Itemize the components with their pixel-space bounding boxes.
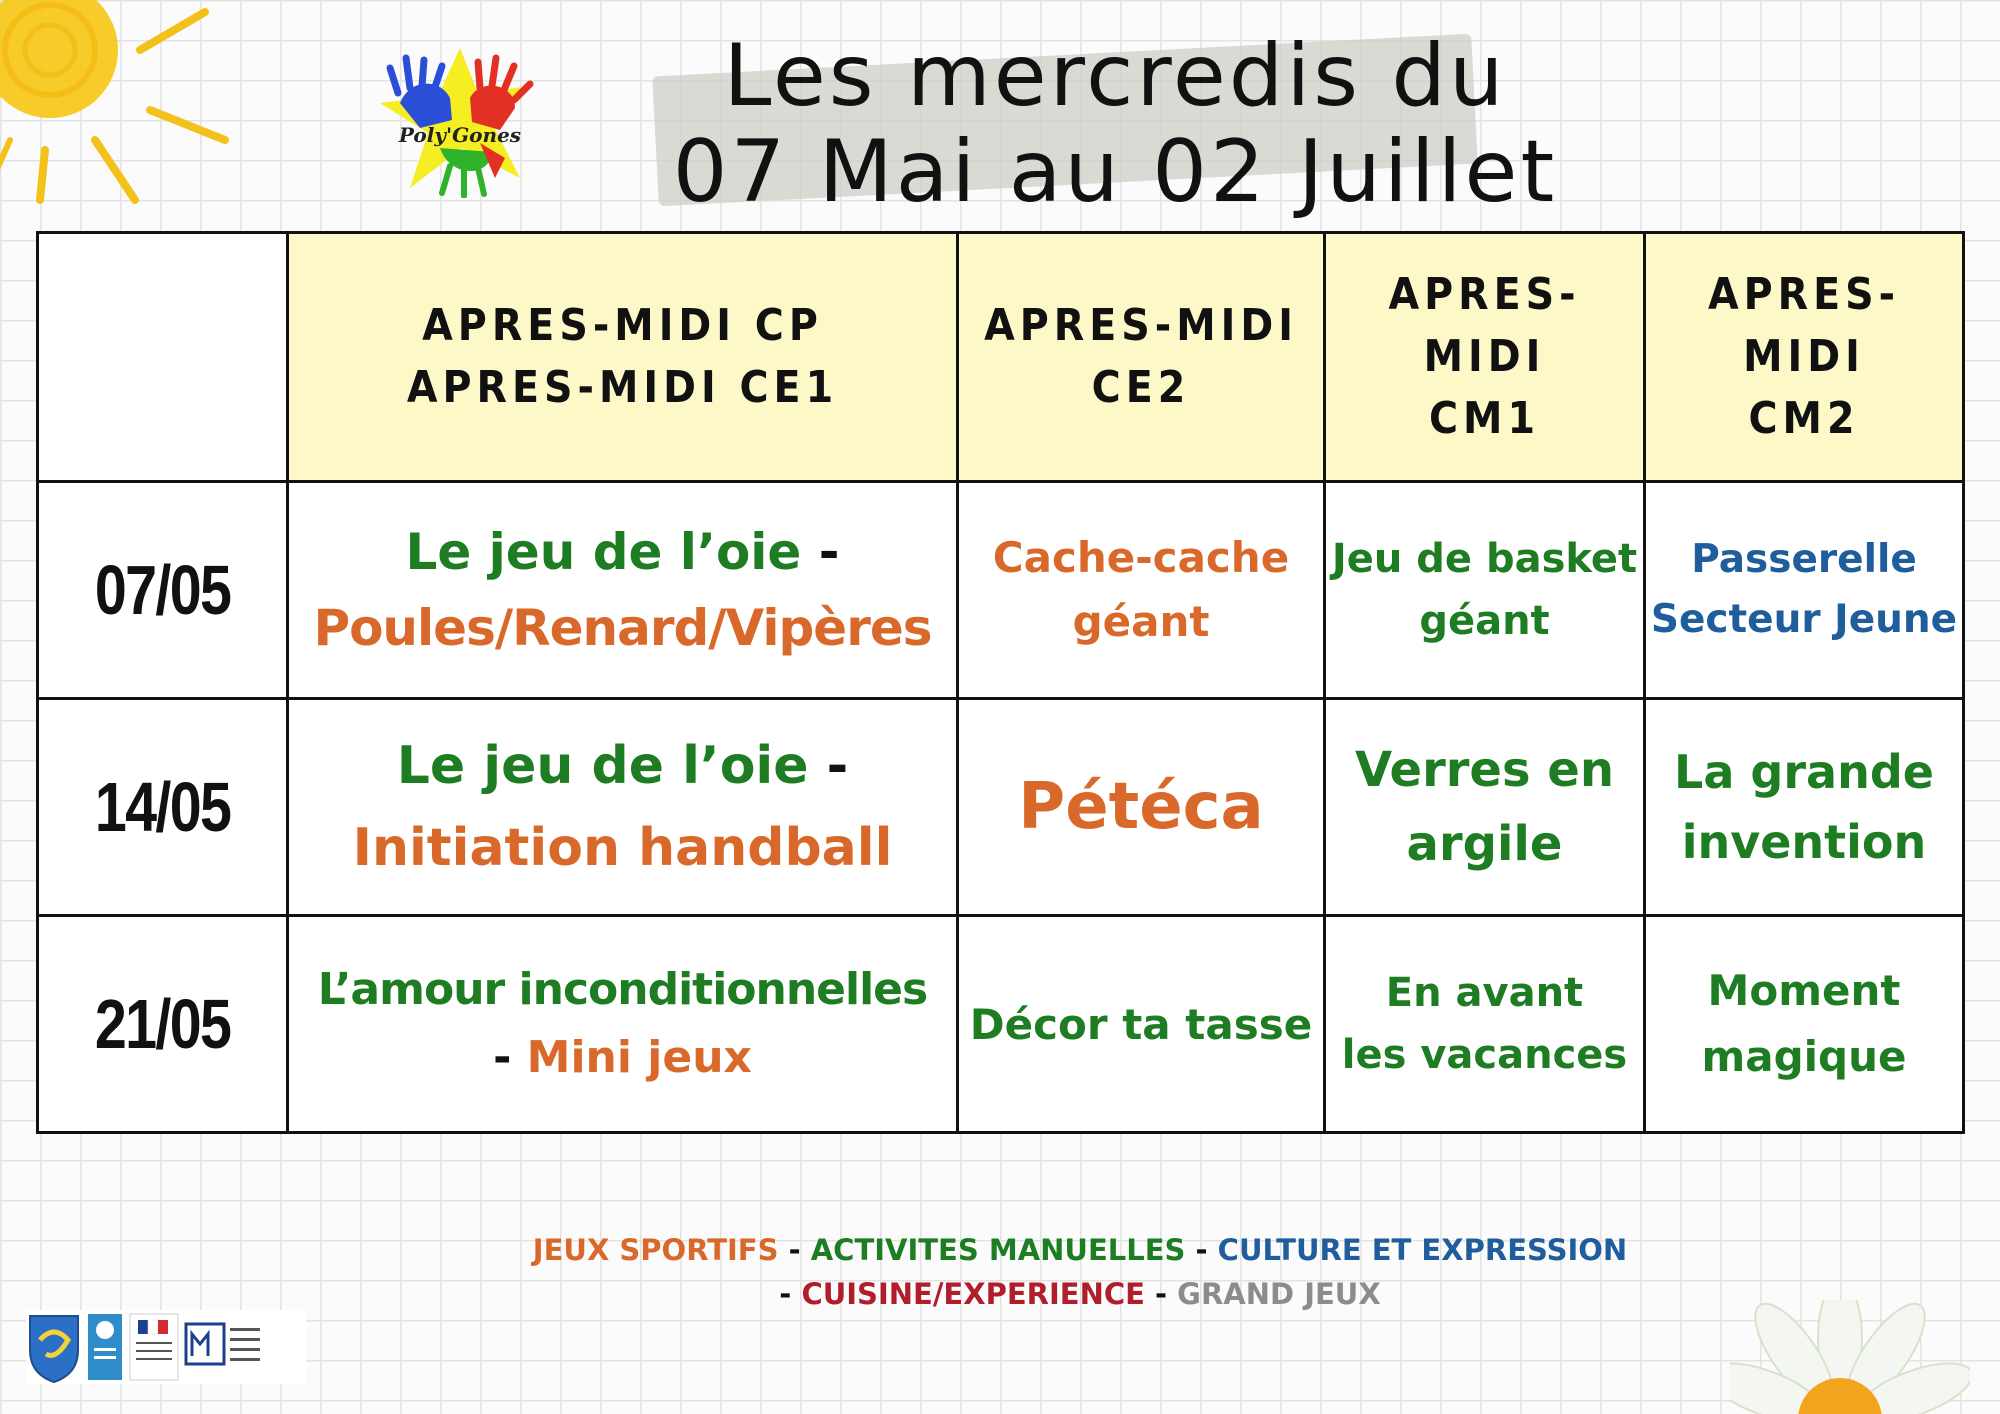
activity-separator: - (801, 523, 840, 581)
category-legend (520, 1228, 1640, 1316)
cm2-activity-cell (1645, 699, 1964, 916)
table-row (38, 699, 1964, 916)
activity-text: En avant (1385, 970, 1584, 1016)
legend-separator: - (1144, 1277, 1178, 1311)
legend-separator: - (779, 1277, 802, 1311)
activity-text: Secteur Jeune (1650, 597, 1958, 642)
activity-text: Initiation handball (352, 818, 893, 878)
daisy-illustration (1730, 1300, 1970, 1414)
header-empty-cell (38, 233, 288, 482)
msa-logo-icon (186, 1324, 260, 1364)
legend-culture: CULTURE ET EXPRESSION (1217, 1233, 1628, 1267)
title-line-1: Les mercredis du (723, 26, 1507, 126)
header-cm2-line2: CM2 (1748, 393, 1860, 444)
logo-text: Poly'Gones (398, 123, 522, 147)
activity-text: magique (1701, 1032, 1907, 1081)
page-title (560, 28, 1670, 220)
activity-text: les vacances (1341, 1032, 1628, 1078)
ce2-activity-cell (958, 699, 1325, 916)
activity-text: Jeu de basket (1331, 536, 1638, 582)
title-line-2: 07 Mai au 02 Juillet (672, 122, 1558, 222)
activity-separator: - (493, 1032, 527, 1083)
legend-manual: ACTIVITES MANUELLES (810, 1233, 1186, 1267)
table-row (38, 482, 1964, 699)
cm2-activity-cell (1645, 916, 1964, 1133)
legend-separator: - (778, 1233, 811, 1267)
caf-logo-icon (88, 1314, 122, 1380)
date-cell (38, 699, 288, 916)
poly-gones-logo (380, 48, 540, 198)
date-label: 21/05 (94, 985, 231, 1063)
header-cp-line2: APRES-MIDI CE1 (406, 362, 839, 413)
date-label: 07/05 (94, 551, 231, 629)
header-cm1-line2: CM1 (1429, 393, 1540, 444)
activity-text: argile (1406, 816, 1563, 872)
activity-text: Verres en (1355, 742, 1614, 798)
cm1-activity-cell (1325, 699, 1645, 916)
table-row (38, 916, 1964, 1133)
cm2-activity-cell (1645, 482, 1964, 699)
activity-text: invention (1681, 815, 1927, 869)
schedule-table (36, 231, 1965, 1134)
cm1-activity-cell (1325, 482, 1645, 699)
date-cell (38, 916, 288, 1133)
date-cell (38, 482, 288, 699)
activity-text: géant (1419, 598, 1550, 644)
activity-text: Mini jeux (526, 1032, 752, 1083)
activity-text: La grande (1674, 745, 1934, 799)
header-cp-ce1 (288, 233, 958, 482)
header-cp-line1: APRES-MIDI CP (422, 300, 823, 351)
header-ce2-line1: APRES-MIDI (984, 300, 1298, 351)
header-ce2 (958, 233, 1325, 482)
legend-separator: - (1185, 1233, 1218, 1267)
cp-activity-cell (288, 482, 958, 699)
header-cm2 (1645, 233, 1964, 482)
activity-text: Poules/Renard/Vipères (313, 599, 932, 657)
activity-separator: - (808, 736, 849, 796)
activity-text: Moment (1707, 966, 1901, 1015)
cp-activity-cell (288, 699, 958, 916)
sun-illustration (0, 0, 240, 220)
partner-logos (26, 1310, 306, 1384)
header-ce2-line2: CE2 (1091, 362, 1191, 413)
republic-logo-icon (130, 1314, 178, 1380)
activity-text: Le jeu de l’oie (396, 736, 809, 796)
header-cm1 (1325, 233, 1645, 482)
activity-text: Le jeu de l’oie (405, 523, 802, 581)
activity-text: Passerelle (1691, 537, 1917, 582)
date-label: 14/05 (94, 768, 231, 846)
cm1-activity-cell (1325, 916, 1645, 1133)
activity-text: L’amour inconditionnelles (317, 964, 928, 1015)
cp-activity-cell (288, 916, 958, 1133)
ce2-activity-cell (958, 482, 1325, 699)
activity-text: Pétéca (1018, 770, 1264, 844)
activity-text: Décor ta tasse (969, 999, 1313, 1049)
activity-text: géant (1072, 597, 1210, 646)
ce2-activity-cell (958, 916, 1325, 1133)
activity-text: Cache-cache (992, 533, 1290, 582)
header-cm2-line1: APRES-MIDI (1707, 269, 1901, 382)
header-row (38, 233, 1964, 482)
legend-cooking: CUISINE/EXPERIENCE (801, 1277, 1145, 1311)
city-shield-icon (30, 1316, 78, 1382)
header-cm1-line1: APRES-MIDI (1388, 269, 1581, 382)
legend-sport: JEUX SPORTIFS (532, 1233, 779, 1267)
legend-grand: GRAND JEUX (1177, 1277, 1381, 1311)
